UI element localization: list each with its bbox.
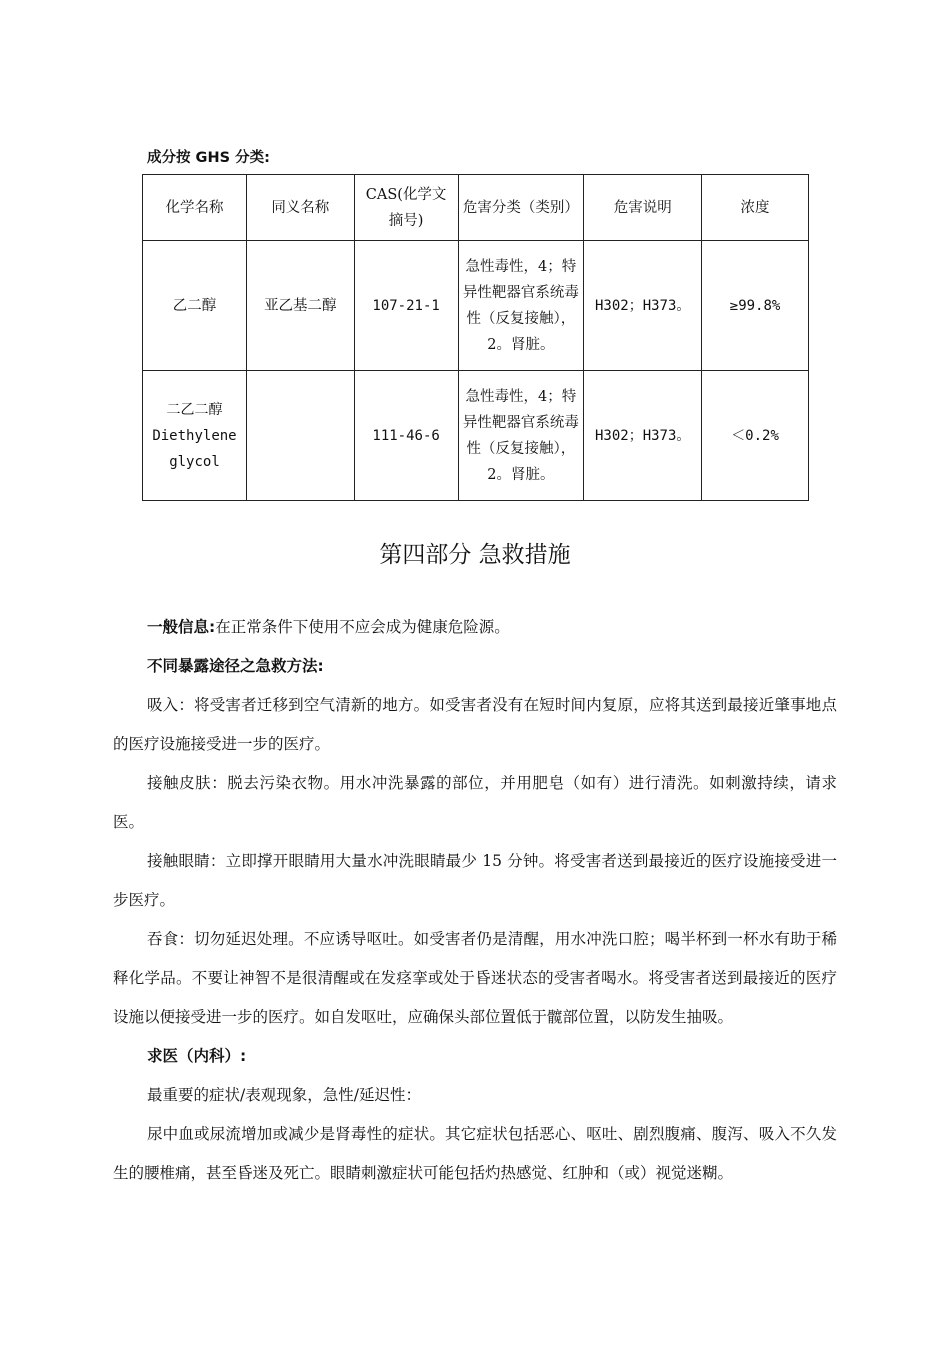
cell-hazard-statement: H302；H373。 [584,241,702,371]
medical-heading: 求医（内科）: [147,1047,247,1065]
general-info-text: 在正常条件下使用不应会成为健康危险源。 [215,618,510,636]
cell-chemical-name: 二乙二醇 Diethylene glycol [143,371,247,501]
table-header-row [143,175,809,241]
cell-concentration: ＜0.2% [702,371,809,501]
header-synonym: 同义名称 [246,175,354,241]
cell-synonym [246,371,354,501]
header-hazard-class: 危害分类（类别） [458,175,584,241]
header-concentration: 浓度 [702,175,809,241]
cell-hazard-class: 急性毒性，4；特异性靶器官系统毒性（反复接触），2。肾脏。 [458,371,584,501]
general-info-label: 一般信息: [147,618,216,636]
cell-synonym: 亚乙基二醇 [246,241,354,371]
section-title: 第四部分 急救措施 [379,542,571,568]
ingestion-paragraph: 吞食：切勿延迟处理。不应诱导呕吐。如受害者仍是清醒，用水冲洗口腔；喝半杯到一杯水有助于稀释化学品。不要让神智不是很清醒或在发痉挛或处于昏迷状态的受害者喝水。将受害者送到最接近的医疗设施以便接受进一步的医疗。如自发呕吐，应确保头部位置低于髋部位置，以防发生抽吸。 [113,930,837,1026]
table-row [143,371,809,501]
cell-hazard-class: 急性毒性，4；特异性靶器官系统毒性（反复接触），2。肾脏。 [458,241,584,371]
cell-hazard-statement: H302；H373。 [584,371,702,501]
symptoms-paragraph: 尿中血或尿流增加或减少是肾毒性的症状。其它症状包括恶心、呕吐、剧烈腹痛、腹泻、吸入不久发生的腰椎痛，甚至昏迷及死亡。眼睛刺激症状可能包括灼热感觉、红肿和（或）视觉迷糊。 [113,1125,837,1182]
table-row [143,241,809,371]
general-info-paragraph [113,608,837,647]
header-hazard-statement: 危害说明 [584,175,702,241]
symptoms-heading: 最重要的症状/表观现象，急性/延迟性： [147,1086,421,1104]
header-chemical-name: 化学名称 [143,175,247,241]
skin-contact-paragraph: 接触皮肤：脱去污染衣物。用水冲洗暴露的部位，并用肥皂（如有）进行清洗。如刺激持续，请求医。 [113,774,837,831]
exposure-routes-heading: 不同暴露途径之急救方法: [147,657,324,675]
cell-cas: 111-46-6 [354,371,458,501]
header-cas: CAS(化学文摘号) [354,175,458,241]
cell-chemical-name: 乙二醇 [143,241,247,371]
ghs-table [142,174,809,501]
first-aid-body [113,608,837,1193]
eye-contact-paragraph: 接触眼睛：立即撑开眼睛用大量水冲洗眼睛最少 15 分钟。将受害者送到最接近的医疗设施接受进一步医疗。 [113,852,837,909]
inhalation-paragraph: 吸入：将受害者迁移到空气清新的地方。如受害者没有在短时间内复原，应将其送到最接近肇事地点的医疗设施接受进一步的医疗。 [113,696,837,753]
ghs-heading: 成分按 GHS 分类: [147,150,270,166]
cell-cas: 107-21-1 [354,241,458,371]
cell-concentration: ≥99.8% [702,241,809,371]
